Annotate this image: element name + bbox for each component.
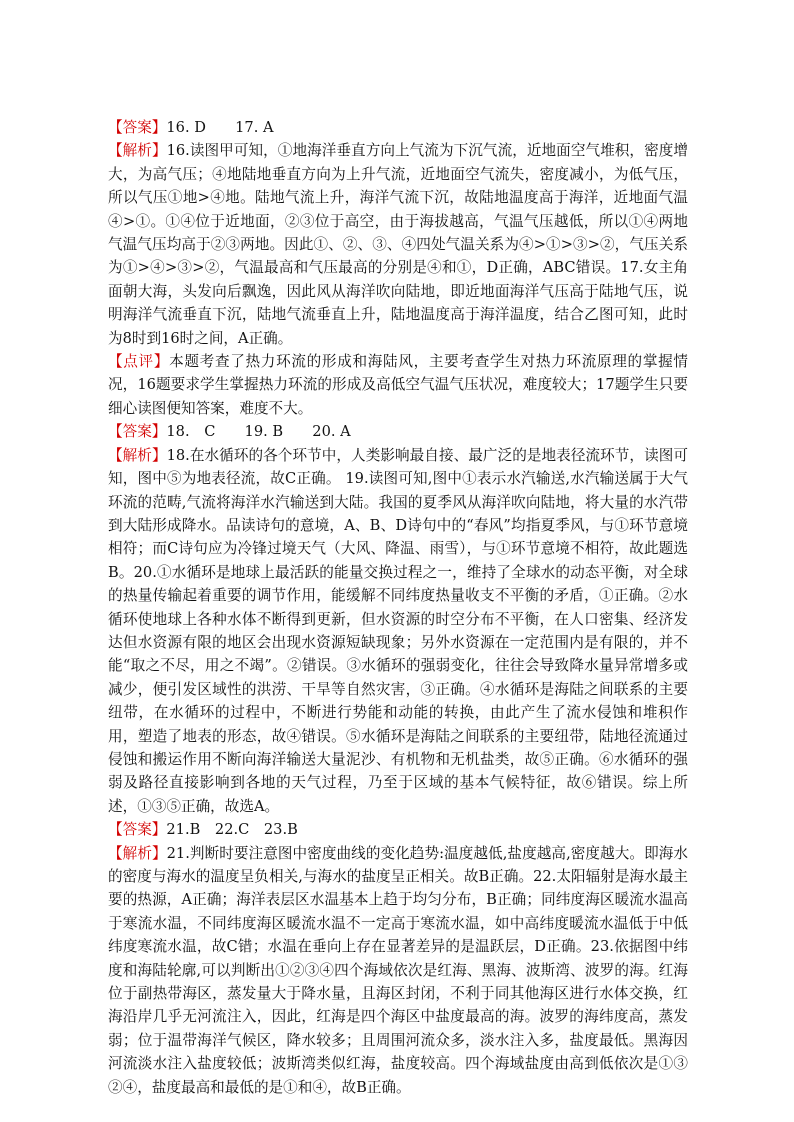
analysis-tag: 【解析】 [108,446,167,464]
answer-text: 18. C 19. B 20. A [166,423,351,441]
analysis-text: 18.在水循环的各个环节中，人类影响最自接、最广泛的是地表径流环节，读图可知，图中⑤为地表径流，故C正确。 19.读图可知,图中①表示水汽输送,水汽输送属于大气环流的范畴,气流将海洋水汽输送到大陆。我国的夏季风从海洋吹向陆地，将大量的水汽带到大陆形成降水。品读诗句的意境，A、B、D诗句中的“春风”均指夏季风，与①环节意境相符；而C诗句应为冷锋过境天气（大风、降温、雨雪），与①环节意境不相符，故此题选B。20.①水循环是地球上最活跃的能量交换过程之一，维持了全球水的动态平衡，对全球的热量传输起着重要的调节作用，能缓解不同纬度热量收支不平衡的矛盾，①正确。②水循环使地球上各种水体不断得到更新，但水资源的时空分布不平衡，在人口密集、经济发达但水资源有限的地区会出现水资源短缺现象；另外水资源在一定范围内是有限的，并不能“取之不尽，用之不竭”。②错误。③水循环的强弱变化，往往会导致降水量异常增多或减少，便引发区域性的洪涝、干旱等自然灾害，③正确。④水循环是海陆之间联系的主要纽带，在水循环的过程中，不断进行势能和动能的转换，由此产生了流水侵蚀和堆积作用，塑造了地表的形态，故④错误。⑤水循环是海陆之间联系的主要纽带，陆地径流通过侵蚀和搬运作用不断向海洋输送大量泥沙、有机物和无机盐类，故⑤正确。⑥水循环的强弱及路径直接影响到各地的天气过程，乃至于区域的基本气候特征，故⑥错误。综上所述，①③⑤正确，故选A。 [108,446,688,815]
comment-text: 本题考查了热力环流的形成和海陆风，主要考查学生对热力环流原理的掌握情况，16题要求学生掌握热力环流的形成及高低空气温气压状况，难度较大；17题学生只要细心读图便知答案，难度不大。 [108,353,688,417]
analysis-tag: 【解析】 [108,844,167,862]
answer-21-23 [108,818,688,841]
answer-tag: 【答案】 [108,821,167,839]
analysis-tag: 【解析】 [108,142,167,160]
analysis-text: 21.判断时要注意图中密度曲线的变化趋势:温度越低,盐度越高,密度越大。即海水的密度与海水的温度呈负相关,与海水的盐度呈正相关。故B正确。22.太阳辐射是海水最主要的热源，A正确；海洋表层区水温基本上趋于均匀分布，B正确；同纬度海区暖流水温高于寒流水温，不同纬度海区暖流水温不一定高于寒流水温，如中高纬度暖流水温低于中低纬度寒流水温，故C错；水温在垂向上存在显著差异的是温跃层，D正确。23.依据图中纬度和海陆轮廓,可以判断出①②③④四个海域依次是红海、黑海、波斯湾、波罗的海。红海位于副热带海区，蒸发量大于降水量，且海区封闭，不利于同其他海区进行水体交换，红海沿岸几乎无河流注入，因此，红海是四个海区中盐度最高的海。波罗的海纬度高，蒸发弱；位于温带海洋气候区，降水较多；且周围河流众多，淡水注入多，盐度最低。黑海因河流淡水注入盐度较低；波斯湾类似红海，盐度较高。四个海域盐度由高到低依次是①③②④，盐度最高和最低的是①和④，故B正确。 [108,844,688,1096]
answer-16-17 [108,116,688,139]
analysis-16-17 [108,139,688,350]
answer-text: 16. D 17. A [166,119,274,136]
answer-text: 21.B 22.C 23.B [166,821,298,839]
answer-18-20 [108,420,688,443]
comment-tag: 【点评】 [108,353,170,371]
analysis-text: 16.读图甲可知，①地海洋垂直方向上气流为下沉气流，近地面空气堆积，密度增大，为高气压；④地陆地垂直方向为上升气流，近地面空气流失，密度减小，为低气压，所以气压①地>④地。陆地气流上升，海洋气流下沉，故陆地温度高于海洋，近地面气温④>①。①④位于近地面，②③位于高空，由于海拔越高，气温气压越低，所以①④两地气温气压均高于②③两地。因此①、②、③、④四处气温关系为④>①>③>②，气压关系为①>④>③>②，气温最高和气压最高的分别是④和①，D正确，ABC错误。17.女主角面朝大海，头发向后飘逸，因此风从海洋吹向陆地，即近地面海洋气压高于陆地气压，说明海洋气流垂直下沉，陆地气流垂直上升，陆地温度高于海洋温度，结合乙图可知，此时为8时到16时之间，A正确。 [108,142,688,347]
analysis-21-23 [108,842,688,1099]
analysis-18-20 [108,444,688,819]
answer-tag: 【答案】 [108,423,167,441]
answer-tag: 【答案】 [108,119,167,136]
answer-analysis-page [108,116,688,1099]
comment-16-17 [108,350,688,420]
